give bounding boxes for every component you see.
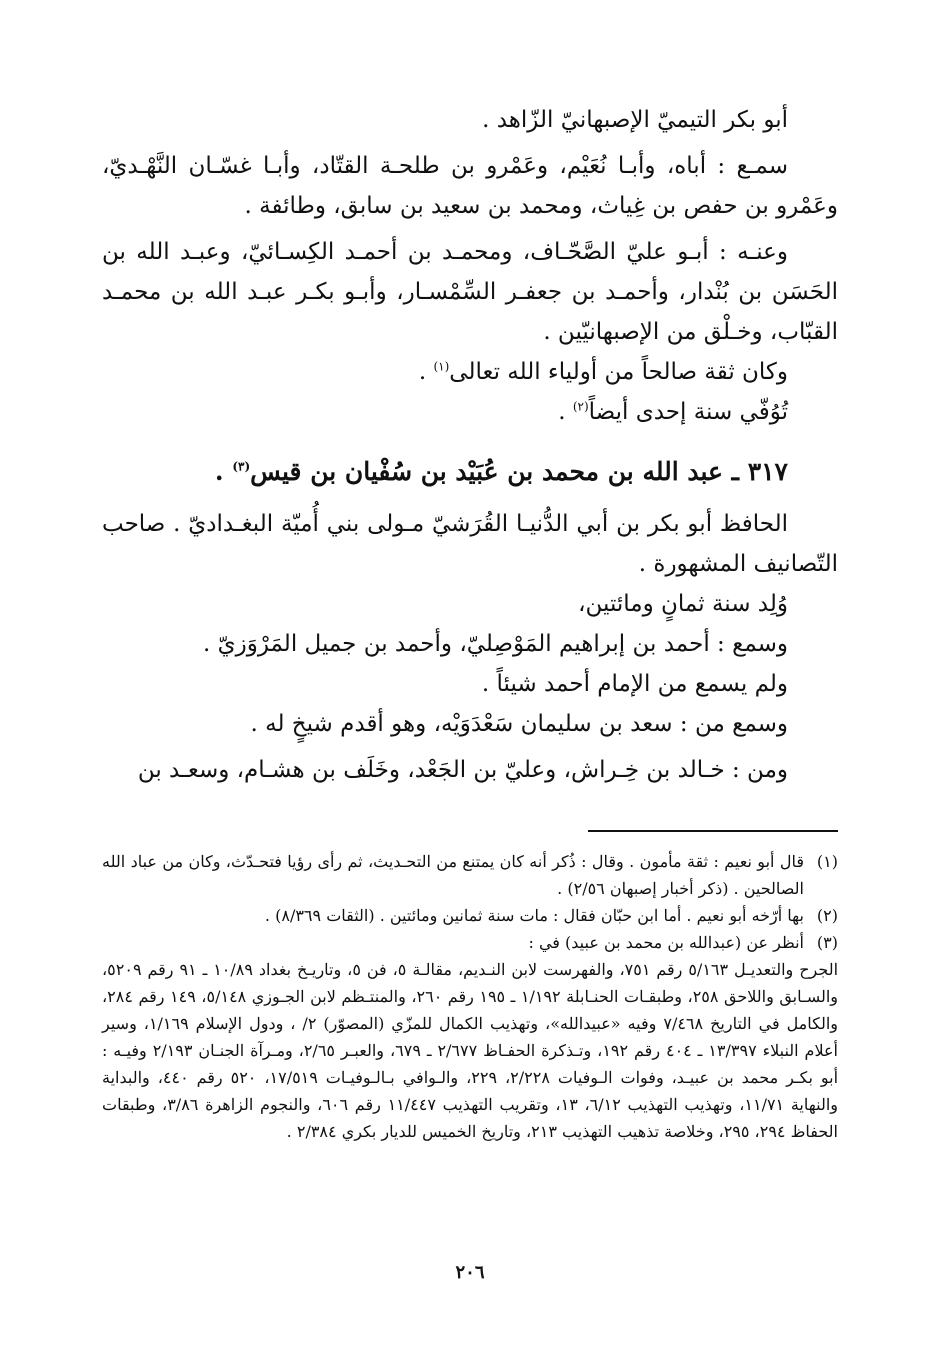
paragraph-7: وُلِد سنة ثمانٍ ومائتين، (578, 591, 788, 617)
footnote-number: (٢) (816, 906, 838, 925)
paragraph-5-end: . (558, 399, 573, 425)
entry-heading-text: ٣١٧ ـ عبد الله بن محمد بن عُبَيْد بن سُفْيان بن قيس (250, 457, 788, 486)
footnote-text: بها أرّخه أبو نعيم . أما ابن حبّان فقال : مات سنة ثمانين ومائتين . (الثقات ٨/٣٦٩) . (264, 906, 804, 925)
paragraph-3: وعنـه : أبـو عليّ الصَّحّـاف، ومحمـد بن أحمـد الكِسـائيّ، وعبـد الله بن الحَسَن بن بُنْدار، وأحمـد بن جعفـر السِّمْسـار، وأبـو بكـر عبـد الله بن محمـد القبّاب، وخـلْق من الإصبهانيّين . (102, 239, 838, 345)
paragraph-6: الحافظ أبو بكر بن أبي الدُّنيـا القُرَشيّ مـولى بني أُميّة البغـداديّ . صاحب التّصانيف المشهورة . (102, 511, 838, 577)
footnotes (102, 848, 838, 1145)
paragraph-10: وسمع من : سعد بن سليمان سَعْدَوَيْه، وهو أقدم شيخٍ له . (250, 711, 788, 737)
entry-heading-end: . (214, 457, 233, 486)
paragraph-9: ولم يسمع من الإمام أحمد شيئاً . (481, 671, 788, 697)
paragraph-1: أبو بكر التيميّ الإصبهانيّ الزّاهد . (482, 107, 788, 133)
footnote-ref-1: (١) (433, 359, 450, 374)
entry-heading (102, 452, 838, 492)
footnote-separator (588, 830, 838, 832)
footnote-ref-3: (٣) (232, 459, 251, 474)
paragraph-11: ومن : خـالد بن خِـراش، وعليّ بن الجَعْد، وخَلَف بن هشـام، وسعـد بن (137, 757, 788, 783)
footnote-text: قال أبو نعيم : ثقة مأمون . وقال : ذُكر أنه كان يمتنع من التحـديث، ثم رأى رؤيا فتحـدّث، وكان من عباد الله الصالحين . (ذكر أخبار إصبهان ٢/٥٦) . (102, 852, 804, 898)
footnote-3 (102, 929, 838, 956)
page-number: ٢٠٦ (455, 1262, 485, 1283)
footnote-text: أنظر عن (عبدالله بن محمد بن عبيد) في : (528, 933, 804, 952)
paragraph-2: سمـع : أباه، وأبـا نُعَيْم، وعَمْرو بن طلحـة القتّاد، وأبـا غسّـان النَّهْـديّ، وعَمْرو بن حفص بن غِياث، ومحمد بن سعيد بن سابق، وطائفة . (102, 153, 838, 219)
paragraph-4-end: . (418, 359, 434, 385)
footnote-2 (102, 902, 838, 929)
paragraph-5 (102, 392, 838, 432)
footnote-ref-2: (٢) (572, 399, 589, 414)
footnote-1 (102, 848, 838, 902)
paragraph-4 (102, 352, 838, 392)
paragraph-5-text: تُوُفّي سنة إحدى أيضاً (588, 399, 788, 425)
footnote-number: (١) (816, 852, 838, 871)
references-list: الجرح والتعديـل ٥/١٦٣ رقم ٧٥١، والفهرست لابن النـديم، مقالـة ٥، فن ٥، وتاريـخ بغداد ١٠/٨٩ ـ ٩١ رقم ٥٢٠٩، والسـابق واللاحق ٢٥٨، وطبقـات الحنـابلة ١/١٩٢ ـ ١٩٥ رقم ٢٦٠، والمنتـظم لابن الجـوزي ٥/١٤٨، ١٤٩ رقم ٢٨٤، والكامل في التاريخ ٧/٤٦٨ وفيه «عبيدالله»، وتهذيب الكمال للمزّي (المصوّر) ٢/ ، ودول الإسلام ١/١٦٩، وسير أعلام النبلاء ١٣/٣٩٧ ـ ٤٠٤ رقم ١٩٢، وتـذكرة الحفـاظ ٢/٦٧٧ ـ ٦٧٩، والعبـر ٢/٦٥، ومـرآة الجنـان ٢/١٩٣ وفيـه : أبو بكـر محمد بن عبيـد، وفوات الـوفيات ٢/٢٢٨، ٢٢٩، والـوافي بـالـوفيـات ١٧/٥١٩، ٥٢٠ رقم ٤٤٠، والبداية والنهاية ١١/٧١، وتهذيب التهذيب ٦/١٢، ١٣، وتقريب التهذيب ١١/٤٤٧ رقم ٦٠٦، والنجوم الزاهرة ٣/٨٦، وطبقات الحفاظ ٢٩٤، ٢٩٥، وخلاصة تذهيب التهذيب ٢١٣، وتاريخ الخميس للديار بكري ٢/٣٨٤ . (102, 960, 839, 1141)
footnote-number: (٣) (816, 933, 838, 952)
paragraph-4-text: وكان ثقة صالحاً من أولياء الله تعالى (449, 359, 788, 385)
paragraph-8: وسمع : أحمد بن إبراهيم المَوْصِليّ، وأحمد بن جميل المَرْوَزيّ . (202, 631, 788, 657)
main-text (102, 100, 838, 790)
